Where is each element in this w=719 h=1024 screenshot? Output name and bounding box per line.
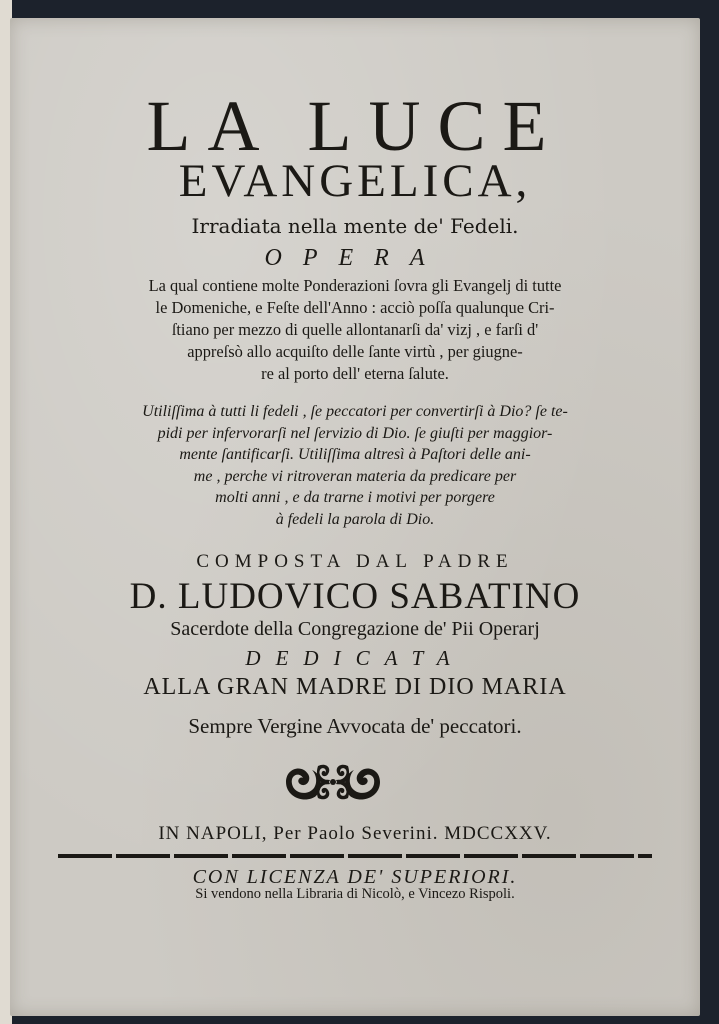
dedicatee: ALLA GRAN MADRE DI DIO MARIA <box>143 674 567 700</box>
composta-line: COMPOSTA DAL PADRE <box>196 551 514 572</box>
description-line: le Domeniche, e Feſte dell'Anno : acciò poſſa qualunque Cri- <box>155 298 555 317</box>
opera-heading: OPERA <box>264 245 446 271</box>
description-line: re al porto dell' eterna ſalute. <box>261 364 449 383</box>
subtitle: Irradiata nella mente de' Fedeli. <box>191 214 519 238</box>
utility-line: Utiliſſima à tutti li fedeli , ſe peccatori per convertirſi à Dio? ſe te- <box>142 403 568 420</box>
title-line-1: LA LUCE <box>146 86 564 166</box>
utility-line: à fedeli la parola di Dio. <box>275 510 435 528</box>
description-line: appreſsò allo acquiſto delle ſante virtù , per giugne- <box>187 342 523 361</box>
title-line-2: EVANGELICA, <box>178 155 532 207</box>
licence-line: CON LICENZA DE' SUPERIORI. <box>192 866 518 888</box>
author-role: Sacerdote della Congregazione de' Pii Operarj <box>170 618 540 640</box>
author-name: D. LUDOVICO SABATINO <box>129 576 581 617</box>
imprint: IN NAPOLI, Per Paolo Severini. MDCCXXV. <box>158 823 552 844</box>
utility-line: me , perche vi ritroveran materia da predicare per <box>193 467 517 485</box>
utility-line: molti anni , e da trarne i motivi per porgere <box>215 489 495 506</box>
description-paragraph <box>10 275 700 385</box>
sellers-line: Si vendono nella Libraria di Nicolò, e Vincezo Rispoli. <box>195 886 515 902</box>
fleuron-ornament-icon <box>278 758 388 806</box>
dedicatee-subtitle: Sempre Vergine Avvocata de' peccatori. <box>188 714 522 738</box>
dashed-rule <box>58 854 652 858</box>
utility-line: mente ſantificarſi. Utiliſſima altresì à Paſtori delle ani- <box>179 446 531 463</box>
utility-line: pidi per infervorarſi nel ſervizio di Dio. ſe giuſti per maggior- <box>157 424 553 442</box>
dedicata-heading: DEDICATA <box>245 646 465 670</box>
title-page <box>10 18 700 1016</box>
description-line: La qual contiene molte Ponderazioni ſovra gli Evangelj di tutte <box>148 276 562 295</box>
description-line: ſtiano per mezzo di quelle allontanarſi da' vizj , e farſi d' <box>171 320 539 339</box>
utility-paragraph <box>10 401 700 530</box>
